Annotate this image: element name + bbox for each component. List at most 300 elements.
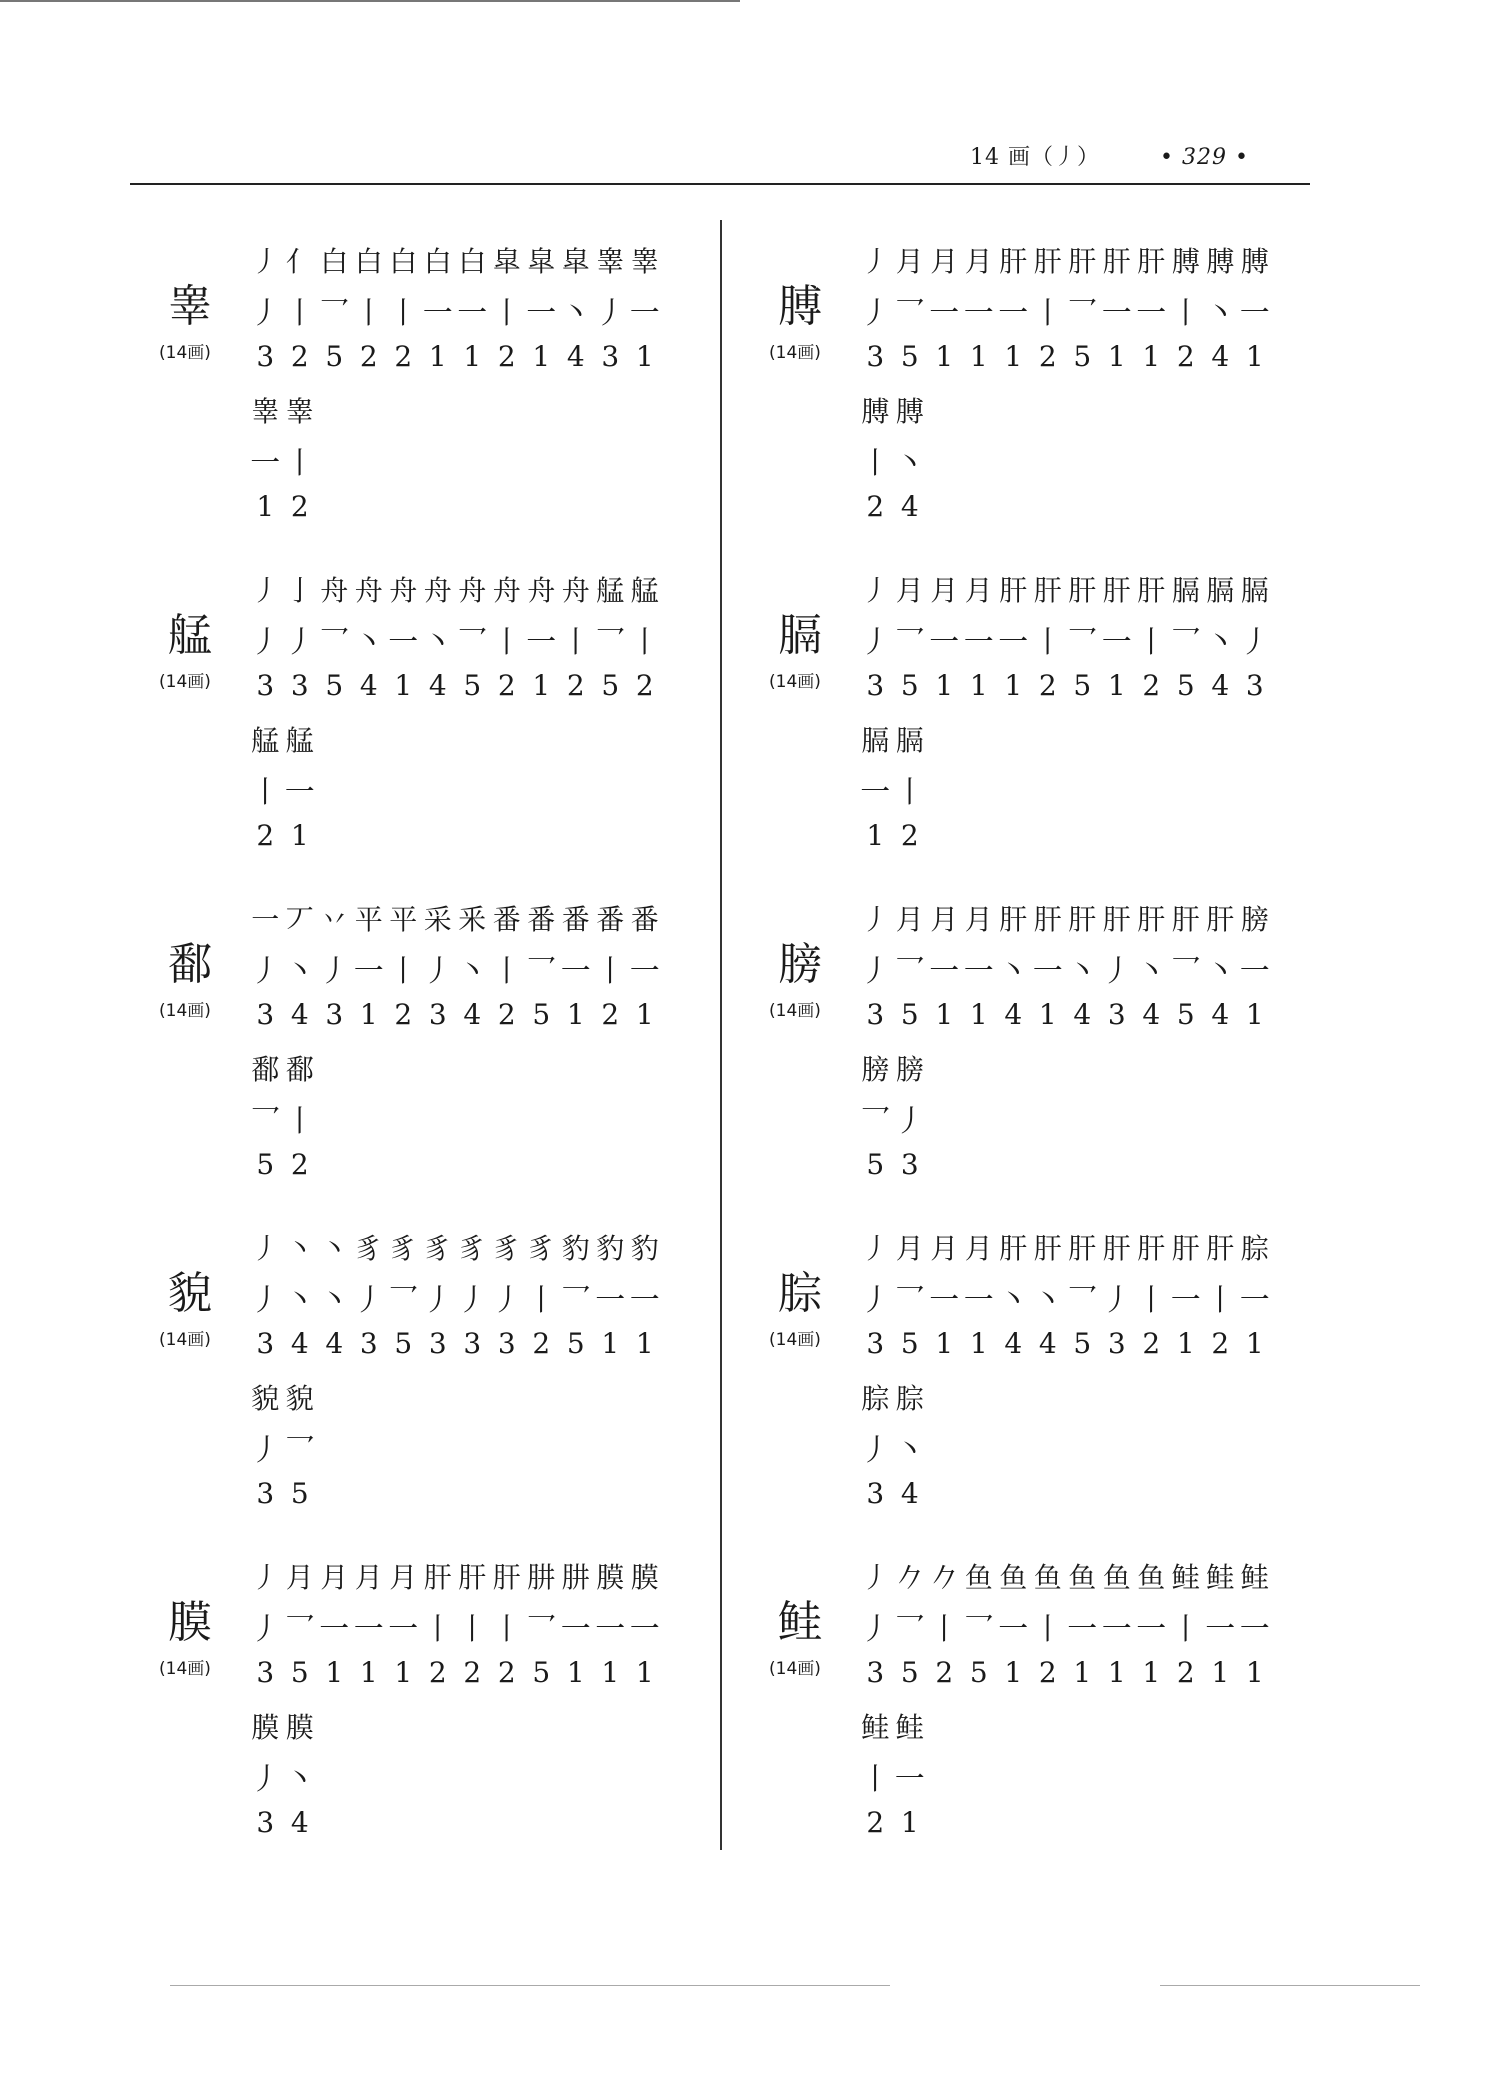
stroke-codes-cell: 4	[359, 669, 378, 702]
stroke-order-forms-cell: 皐	[561, 245, 590, 278]
column-divider	[720, 220, 722, 1850]
stroke-order-forms-cell: 肝	[1206, 903, 1235, 936]
stroke-codes	[248, 1656, 662, 1689]
stroke-shapes-cell: 丨	[1032, 296, 1063, 331]
stroke-codes-cell: 5	[1073, 669, 1092, 702]
stroke-count-label: (14画)	[769, 1330, 821, 1350]
stroke-codes-cell: 1	[1004, 340, 1023, 373]
stroke-shapes-cell: 乛	[1067, 1283, 1098, 1318]
stroke-order-forms-cont-cell: 貌	[285, 1382, 314, 1415]
stroke-order-forms-cell: 月	[930, 903, 959, 936]
stroke-order-forms-cell: 白	[320, 245, 349, 278]
stroke-order-forms-cell: 番	[630, 903, 659, 936]
stroke-codes-cell: 1	[1245, 998, 1264, 1031]
stroke-codes-cell: 4	[290, 998, 309, 1031]
stroke-codes-cell: 2	[635, 669, 654, 702]
stroke-order-forms	[248, 569, 662, 609]
stroke-codes-cell: 3	[428, 1327, 447, 1360]
stroke-codes-cont	[858, 1806, 927, 1839]
stroke-order-forms-cell: 肝	[1102, 574, 1131, 607]
stroke-shapes-cell: 一	[319, 1612, 350, 1647]
stroke-codes-cell: 1	[635, 998, 654, 1031]
stroke-count-label: (14画)	[159, 1001, 211, 1021]
stroke-shapes-cell: 一	[998, 1612, 1029, 1647]
stroke-order-forms-cell: 白	[458, 245, 487, 278]
stroke-shapes-cell: 丨	[491, 954, 522, 989]
stroke-codes-cont	[858, 819, 927, 852]
stroke-shapes-cell: 乛	[388, 1283, 419, 1318]
stroke-shapes-cell: 一	[929, 954, 960, 989]
stroke-codes-cont-cell: 4	[900, 490, 919, 523]
stroke-shapes-cell: 一	[526, 296, 557, 331]
stroke-order-forms-cell: 丶	[320, 1232, 349, 1265]
stroke-codes-cell: 5	[325, 669, 344, 702]
stroke-shapes	[858, 288, 1272, 332]
stroke-shapes-cell: 丨	[388, 954, 419, 989]
stroke-shapes-cell: 丿	[1101, 954, 1132, 989]
stroke-order-forms-cell: 皐	[492, 245, 521, 278]
stroke-codes-cont-cell: 1	[866, 819, 885, 852]
stroke-shapes-cell: 丶	[1205, 296, 1236, 331]
stroke-order-forms-cell: 番	[561, 903, 590, 936]
stroke-order-forms-cell: 豸	[492, 1232, 521, 1265]
stroke-order-forms-cell: 月	[930, 574, 959, 607]
stroke-shapes-cont-cell: 一	[284, 775, 315, 810]
stroke-shapes-cont	[858, 1425, 927, 1469]
stroke-shapes-cell: 丶	[1067, 954, 1098, 989]
stroke-codes-cell: 3	[428, 998, 447, 1031]
stroke-codes-cont-cell: 2	[256, 819, 275, 852]
stroke-order-forms-cell: 豸	[354, 1232, 383, 1265]
stroke-order-forms-cont	[858, 1377, 927, 1417]
stroke-shapes-cell: 一	[963, 954, 994, 989]
stroke-shapes-cell: 丿	[353, 1283, 384, 1318]
stroke-codes-cell: 3	[1107, 1327, 1126, 1360]
stroke-codes-cont	[248, 1477, 317, 1510]
stroke-shapes-cell: 丶	[1205, 954, 1236, 989]
stroke-codes-cell: 1	[359, 1656, 378, 1689]
stroke-codes-cont-cell: 2	[866, 490, 885, 523]
stroke-codes-cell: 4	[1211, 998, 1230, 1031]
stroke-order-forms-cell: 肝	[1068, 1232, 1097, 1265]
stroke-order-forms-cell: 肝	[1171, 1232, 1200, 1265]
stroke-order-forms-cell: 鱼	[1137, 1561, 1166, 1594]
stroke-order-forms-cell: 丆	[285, 903, 314, 936]
stroke-shapes	[858, 946, 1272, 990]
char-entry	[130, 1556, 710, 1856]
stroke-order-forms-cell: 釆	[458, 903, 487, 936]
stroke-shapes-cell: 一	[629, 954, 660, 989]
stroke-order-forms	[858, 240, 1272, 280]
stroke-codes-cont-cell: 3	[866, 1477, 885, 1510]
stroke-shapes-cell: 丨	[1170, 296, 1201, 331]
stroke-order-forms-cell: 舟	[561, 574, 590, 607]
stroke-order-forms-cell: 膈	[1240, 574, 1269, 607]
stroke-shapes-cont-cell: 丶	[284, 1762, 315, 1797]
stroke-codes-cell: 2	[1176, 340, 1195, 373]
stroke-shapes-cell: 丿	[250, 1612, 281, 1647]
stroke-order-forms-cont	[858, 719, 927, 759]
stroke-codes-cell: 1	[428, 340, 447, 373]
stroke-shapes-cell: 丨	[1170, 1612, 1201, 1647]
stroke-codes-cell: 5	[1176, 669, 1195, 702]
stroke-shapes-cont	[858, 1754, 927, 1798]
stroke-shapes-cell: 一	[1170, 1283, 1201, 1318]
stroke-shapes-cell: 一	[1101, 1612, 1132, 1647]
stroke-codes-cont-cell: 3	[900, 1148, 919, 1181]
stroke-order-forms-cell: 肝	[1102, 903, 1131, 936]
stroke-order-forms-cell: 肝	[423, 1561, 452, 1594]
stroke-shapes-cell: 乛	[595, 625, 626, 660]
stroke-order-forms-cell: 月	[895, 1232, 924, 1265]
stroke-codes-cell: 3	[256, 998, 275, 1031]
stroke-codes	[248, 340, 662, 373]
stroke-order-forms-cont-cell: 膀	[895, 1053, 924, 1086]
headword: 膊	[778, 281, 822, 332]
stroke-codes-cont-cell: 4	[900, 1477, 919, 1510]
stroke-shapes-cell: 一	[1101, 625, 1132, 660]
stroke-count-label: (14画)	[769, 672, 821, 692]
stroke-order-forms-cont-cell: 鲑	[895, 1711, 924, 1744]
stroke-codes-cell: 1	[935, 340, 954, 373]
stroke-codes-cell: 1	[1211, 1656, 1230, 1689]
stroke-order-forms-cell: 平	[354, 903, 383, 936]
stroke-order-forms-cell: 肝	[1102, 1232, 1131, 1265]
stroke-order-forms-cell: 白	[423, 245, 452, 278]
stroke-codes-cell: 1	[969, 1327, 988, 1360]
stroke-order-forms-cell: 月	[895, 245, 924, 278]
stroke-shapes-cont	[248, 767, 317, 811]
stroke-order-forms	[858, 569, 1272, 609]
stroke-order-forms-cont-cell: 鄱	[251, 1053, 280, 1086]
stroke-shapes-cont-cell: 丨	[860, 1762, 891, 1797]
stroke-order-forms-cell: 鱼	[999, 1561, 1028, 1594]
stroke-order-forms-cell: 肝	[1033, 245, 1062, 278]
stroke-codes-cont-cell: 1	[900, 1806, 919, 1839]
stroke-codes	[248, 1327, 662, 1360]
stroke-order-forms-cell: 舟	[458, 574, 487, 607]
stroke-order-forms-cell: 丿	[861, 245, 890, 278]
stroke-codes-cell: 4	[566, 340, 585, 373]
stroke-order-forms-cell: 肝	[1137, 574, 1166, 607]
stroke-codes-cell: 2	[1038, 669, 1057, 702]
stroke-shapes-cont-cell: 丨	[894, 775, 925, 810]
stroke-order-forms-cell: 鲑	[1171, 1561, 1200, 1594]
stroke-shapes-cont	[858, 1096, 927, 1140]
stroke-shapes-cell: 丨	[457, 1612, 488, 1647]
stroke-shapes-cell: 丨	[491, 625, 522, 660]
stroke-order-forms-cell: 月	[354, 1561, 383, 1594]
stroke-order-forms-cell: 白	[389, 245, 418, 278]
stroke-order-forms-cell: 肝	[1068, 903, 1097, 936]
stroke-order-forms-cell: 膊	[1240, 245, 1269, 278]
stroke-codes-cont	[248, 819, 317, 852]
stroke-shapes-cell: 丨	[1032, 1612, 1063, 1647]
stroke-codes-cont-cell: 1	[290, 819, 309, 852]
char-entry	[130, 569, 710, 869]
stroke-codes-cell: 3	[359, 1327, 378, 1360]
stroke-shapes-cell: 一	[1205, 1612, 1236, 1647]
stroke-shapes-cell: 一	[629, 1283, 660, 1318]
stroke-order-forms-cell: 月	[895, 574, 924, 607]
stroke-codes-cell: 1	[566, 998, 585, 1031]
stroke-shapes-cell: 一	[929, 625, 960, 660]
stroke-shapes-cell: 丶	[1136, 954, 1167, 989]
stroke-order-forms-cell: 肝	[1137, 245, 1166, 278]
stroke-shapes-cell: 丿	[860, 625, 891, 660]
stroke-codes-cont	[858, 1477, 927, 1510]
stroke-codes-cell: 2	[601, 998, 620, 1031]
stroke-codes-cell: 1	[969, 340, 988, 373]
stroke-shapes-cell: 丨	[929, 1612, 960, 1647]
stroke-codes-cell: 4	[1073, 998, 1092, 1031]
stroke-codes-cell: 2	[463, 1656, 482, 1689]
stroke-shapes-cell: 一	[629, 296, 660, 331]
stroke-order-forms-cell: 舟	[527, 574, 556, 607]
stroke-codes-cell: 5	[325, 340, 344, 373]
stroke-shapes-cont-cell: 丿	[894, 1104, 925, 1139]
stroke-codes-cell: 5	[900, 1327, 919, 1360]
stroke-codes-cell: 2	[532, 1327, 551, 1360]
stroke-order-forms-cell: 月	[964, 1232, 993, 1265]
stroke-shapes-cell: 一	[929, 1283, 960, 1318]
stroke-codes-cell: 1	[1038, 998, 1057, 1031]
stroke-codes-cell: 1	[935, 998, 954, 1031]
stroke-codes-cont	[248, 1806, 317, 1839]
stroke-order-forms-cell: 舟	[389, 574, 418, 607]
stroke-shapes-cell: 丿	[422, 1283, 453, 1318]
stroke-shapes	[248, 1604, 662, 1648]
stroke-order-forms-cell: 丿	[251, 245, 280, 278]
stroke-codes-cell: 2	[1211, 1327, 1230, 1360]
stroke-codes-cell: 3	[1245, 669, 1264, 702]
stroke-shapes-cell: 乛	[526, 1612, 557, 1647]
stroke-order-forms-cell: 番	[492, 903, 521, 936]
stroke-shapes-cell: 乛	[457, 625, 488, 660]
stroke-shapes-cell: 一	[1239, 1283, 1270, 1318]
stroke-order-forms-cell: 亻	[285, 245, 314, 278]
bottom-rule-left	[170, 1985, 890, 1986]
stroke-shapes-cell: 丨	[388, 296, 419, 331]
stroke-shapes-cell: 一	[388, 625, 419, 660]
stroke-codes-cont-cell: 2	[866, 1806, 885, 1839]
stroke-order-forms-cell: 肝	[1137, 903, 1166, 936]
stroke-order-forms-cell: 𠂊	[930, 1561, 959, 1594]
stroke-codes	[858, 998, 1272, 1031]
stroke-order-forms-cell: 艋	[630, 574, 659, 607]
stroke-codes-cell: 3	[866, 669, 885, 702]
stroke-codes-cell: 1	[935, 669, 954, 702]
headword: 膀	[778, 939, 822, 990]
stroke-codes-cell: 1	[1004, 669, 1023, 702]
bottom-rule-right	[1160, 1985, 1420, 1986]
stroke-order-forms-cont-cell: 膊	[895, 395, 924, 428]
headword: 艋	[168, 610, 212, 661]
stroke-codes-cell: 1	[969, 998, 988, 1031]
stroke-order-forms-cont-cell: 腙	[861, 1382, 890, 1415]
stroke-shapes-cell: 丿	[860, 1612, 891, 1647]
stroke-codes-cell: 3	[866, 1656, 885, 1689]
stroke-codes-cell: 1	[635, 1327, 654, 1360]
headword: 鲑	[778, 1597, 822, 1648]
stroke-shapes	[248, 1275, 662, 1319]
section-label: 14 画（丿）	[970, 145, 1100, 170]
stroke-codes	[248, 998, 662, 1031]
stroke-shapes-cont-cell: 一	[250, 446, 281, 481]
stroke-order-forms-cell: 豸	[527, 1232, 556, 1265]
stroke-order-forms-cell: 鲑	[1206, 1561, 1235, 1594]
stroke-order-forms-cell: 肝	[1102, 245, 1131, 278]
stroke-shapes-cell: 一	[353, 1612, 384, 1647]
stroke-codes-cell: 2	[394, 340, 413, 373]
stroke-shapes-cell: 乛	[894, 1612, 925, 1647]
stroke-order-forms-cell: 亅	[285, 574, 314, 607]
stroke-order-forms-cell: 肝	[1137, 1232, 1166, 1265]
stroke-shapes-cell: 一	[998, 625, 1029, 660]
stroke-codes-cell: 5	[290, 1656, 309, 1689]
stroke-codes-cell: 2	[497, 340, 516, 373]
stroke-shapes-cell: 丿	[860, 1283, 891, 1318]
stroke-codes-cell: 1	[394, 669, 413, 702]
stroke-order-forms-cell: 睾	[630, 245, 659, 278]
stroke-shapes-cell: 乛	[560, 1283, 591, 1318]
stroke-codes-cont-cell: 2	[900, 819, 919, 852]
stroke-order-forms-cell: 丿	[251, 1232, 280, 1265]
stroke-count-label: (14画)	[159, 343, 211, 363]
stroke-codes-cell: 1	[1073, 1656, 1092, 1689]
stroke-order-forms-cont-cell: 睾	[251, 395, 280, 428]
stroke-shapes-cell: 一	[1136, 296, 1167, 331]
stroke-shapes-cell: 一	[388, 1612, 419, 1647]
stroke-shapes-cell: 丿	[457, 1283, 488, 1318]
page-header	[970, 140, 1249, 171]
stroke-order-forms-cell: 月	[964, 903, 993, 936]
stroke-order-forms-cont	[248, 390, 317, 430]
stroke-order-forms-cell: 膀	[1240, 903, 1269, 936]
stroke-shapes-cell: 一	[457, 296, 488, 331]
stroke-codes-cell: 2	[359, 340, 378, 373]
stroke-shapes-cell: 乛	[894, 625, 925, 660]
stroke-shapes-cell: 丶	[998, 954, 1029, 989]
stroke-codes-cell: 2	[1142, 669, 1161, 702]
stroke-shapes-cell: 乛	[319, 625, 350, 660]
stroke-codes-cell: 3	[463, 1327, 482, 1360]
stroke-shapes-cont-cell: 丨	[860, 446, 891, 481]
stroke-shapes-cell: 丿	[1239, 625, 1270, 660]
stroke-order-forms	[858, 898, 1272, 938]
stroke-shapes-cont-cell: 丿	[250, 1433, 281, 1468]
char-entry	[130, 1227, 710, 1527]
stroke-shapes-cell: 丿	[319, 954, 350, 989]
stroke-shapes	[248, 946, 662, 990]
stroke-order-forms-cont-cell: 腙	[895, 1382, 924, 1415]
stroke-shapes-cell: 乛	[284, 1612, 315, 1647]
stroke-codes-cell: 1	[1142, 1656, 1161, 1689]
stroke-order-forms	[858, 1227, 1272, 1267]
stroke-codes-cont	[248, 1148, 317, 1181]
stroke-shapes-cont-cell: 乛	[284, 1433, 315, 1468]
stroke-codes-cell: 2	[497, 1656, 516, 1689]
stroke-order-forms-cont	[248, 1377, 317, 1417]
stroke-codes-cell: 1	[1245, 1327, 1264, 1360]
stroke-codes-cell: 5	[1176, 998, 1195, 1031]
stroke-codes-cell: 1	[1107, 669, 1126, 702]
stroke-shapes-cell: 丨	[353, 296, 384, 331]
stroke-shapes-cell: 丿	[284, 625, 315, 660]
stroke-codes-cell: 5	[463, 669, 482, 702]
stroke-codes-cell: 1	[1107, 340, 1126, 373]
stroke-order-forms-cell: 睾	[596, 245, 625, 278]
stroke-shapes-cell: 一	[929, 296, 960, 331]
stroke-codes-cell: 3	[256, 340, 275, 373]
left-column	[130, 240, 690, 1860]
stroke-order-forms-cell: 肝	[1033, 903, 1062, 936]
stroke-order-forms-cell: 一	[251, 903, 280, 936]
stroke-order-forms-cell: 月	[964, 574, 993, 607]
stroke-shapes-cell: 丶	[457, 954, 488, 989]
stroke-shapes-cont	[248, 1096, 317, 1140]
stroke-order-forms-cell: 平	[389, 903, 418, 936]
stroke-shapes-cell: 一	[629, 1612, 660, 1647]
stroke-shapes-cell: 丶	[1205, 625, 1236, 660]
stroke-codes	[858, 1327, 1272, 1360]
stroke-shapes-cell: 丨	[526, 1283, 557, 1318]
headword: 膈	[778, 610, 822, 661]
stroke-codes-cell: 2	[394, 998, 413, 1031]
stroke-codes-cell: 2	[497, 998, 516, 1031]
stroke-order-forms-cell: 肝	[458, 1561, 487, 1594]
stroke-codes	[858, 669, 1272, 702]
stroke-shapes-cell: 一	[1032, 954, 1063, 989]
stroke-count-label: (14画)	[159, 1659, 211, 1679]
stroke-codes-cont-cell: 5	[866, 1148, 885, 1181]
stroke-shapes-cont-cell: 一	[860, 775, 891, 810]
char-entry	[740, 898, 1320, 1198]
headword: 膜	[168, 1597, 212, 1648]
stroke-order-forms-cont	[858, 390, 927, 430]
stroke-codes-cell: 1	[1176, 1327, 1195, 1360]
stroke-codes-cell: 1	[601, 1327, 620, 1360]
stroke-order-forms-cell: 丶	[285, 1232, 314, 1265]
stroke-count-label: (14画)	[769, 1659, 821, 1679]
stroke-codes-cont-cell: 5	[256, 1148, 275, 1181]
stroke-shapes	[248, 617, 662, 661]
stroke-codes-cont-cell: 2	[290, 1148, 309, 1181]
stroke-shapes	[858, 617, 1272, 661]
stroke-codes-cell: 4	[290, 1327, 309, 1360]
stroke-order-forms-cell: 肝	[1033, 574, 1062, 607]
stroke-order-forms-cell: 艋	[596, 574, 625, 607]
stroke-order-forms-cell: 豹	[596, 1232, 625, 1265]
stroke-order-forms-cell: 月	[930, 245, 959, 278]
stroke-order-forms-cell: 白	[354, 245, 383, 278]
stroke-order-forms-cell: 月	[930, 1232, 959, 1265]
stroke-shapes-cell: 一	[1136, 1612, 1167, 1647]
stroke-shapes-cell: 丨	[1136, 1283, 1167, 1318]
stroke-codes-cont-cell: 4	[290, 1806, 309, 1839]
stroke-order-forms-cell: 丿	[861, 574, 890, 607]
stroke-order-forms-cell: 鱼	[964, 1561, 993, 1594]
stroke-shapes-cont	[248, 1425, 317, 1469]
stroke-shapes-cell: 丨	[629, 625, 660, 660]
stroke-shapes-cont-cell: 丨	[284, 1104, 315, 1139]
stroke-shapes-cell: 丿	[250, 625, 281, 660]
stroke-codes-cell: 3	[256, 1327, 275, 1360]
stroke-order-forms-cont-cell: 鄱	[285, 1053, 314, 1086]
stroke-shapes-cell: 一	[1067, 1612, 1098, 1647]
headword: 腙	[778, 1268, 822, 1319]
stroke-order-forms-cell: 豹	[561, 1232, 590, 1265]
